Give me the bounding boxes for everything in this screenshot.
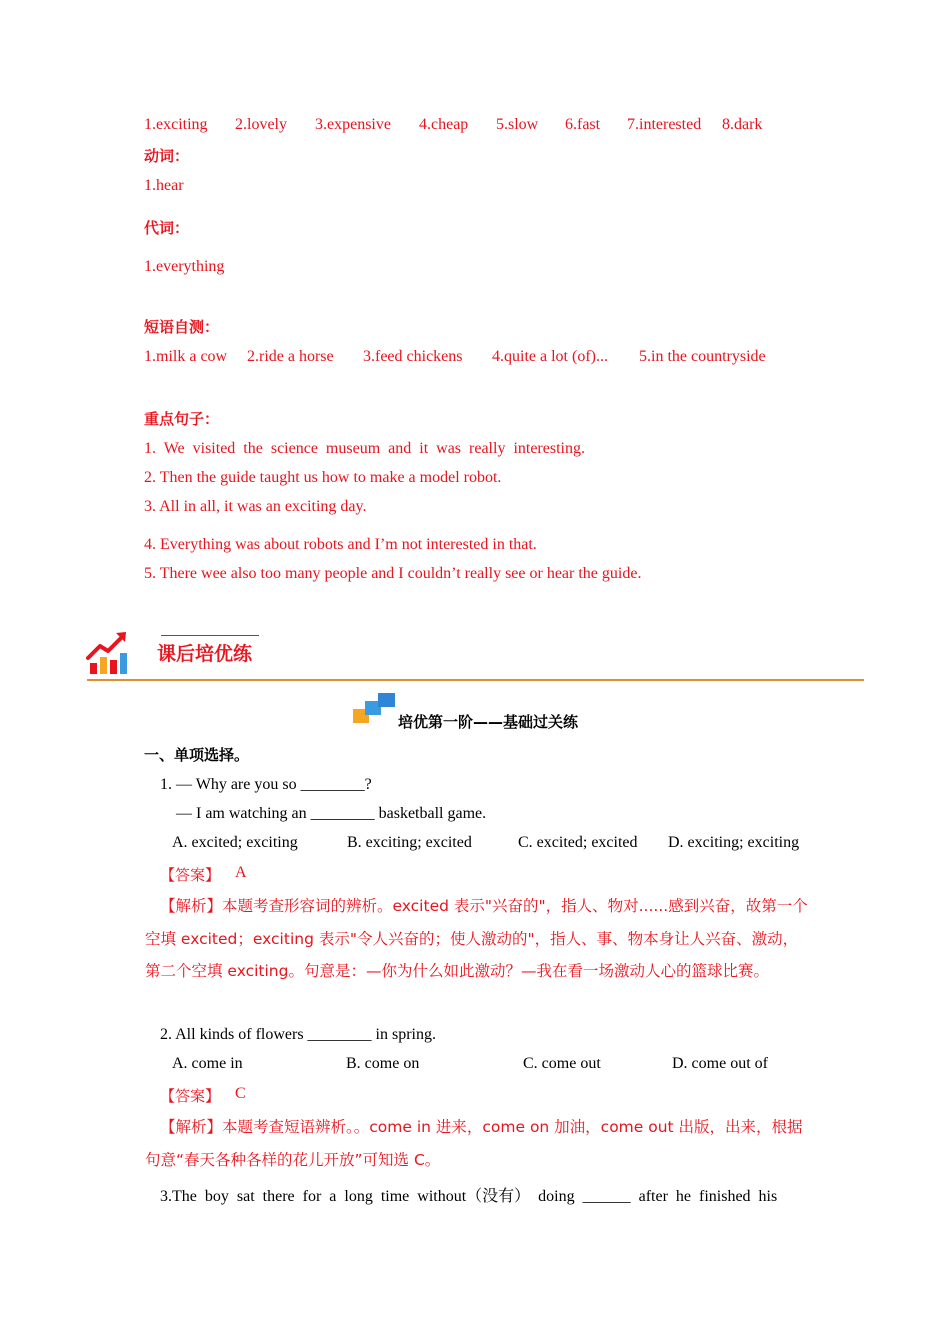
- sentences-heading: 重点句子：: [144, 410, 220, 428]
- answer-analysis: 【解析】本题考查形容词的辨析。excited 表示"兴奋的"，指人、物对......感到兴奋，故第一个空填 excited；exciting 表示"令人兴奋的；使人激动的"，指人、事、物本身让人兴奋、激动，第二个空填 exciting。句意是：—你为什么如此激动？—我在看一场激动人心的篮球比赛。: [145, 897, 808, 980]
- verb-item: 1.hear: [144, 177, 184, 194]
- adjective-item: 6.fast: [565, 116, 601, 133]
- adjective-item: 5.slow: [496, 116, 539, 133]
- adjective-item: 4.cheap: [419, 116, 469, 133]
- adjective-item: 2.lovely: [235, 116, 287, 133]
- question-3-stem: 3.The boy sat there for a long time without（没有） doing ______ after he finished his: [160, 1188, 778, 1205]
- adjective-item: 3.expensive: [315, 116, 391, 133]
- option-a: A. excited; exciting: [172, 834, 298, 851]
- option-d: D. come out of: [672, 1055, 768, 1072]
- adjective-item: 8.dark: [722, 116, 763, 133]
- option-b: B. exciting; excited: [347, 834, 472, 851]
- verbs-heading: 动词：: [144, 147, 190, 165]
- question-stem: 2. All kinds of flowers ________ in spring.: [160, 1026, 436, 1043]
- phrase-item: 2.ride a horse: [247, 348, 334, 365]
- answer-label: 【答案】: [160, 1087, 221, 1105]
- adjective-item: 7.interested: [627, 116, 702, 133]
- option-b: B. come on: [346, 1055, 420, 1072]
- option-c: C. excited; excited: [518, 834, 638, 851]
- sentence-item: 1. We visited the science museum and it was really interesting.: [144, 440, 585, 457]
- answer-value: C: [235, 1085, 246, 1102]
- answer-analysis: 【解析】本题考查短语辨析。。come in 进来，come on 加油，come out 出版，出来，根据句意“春天各种各样的花儿开放”可知选 C。: [145, 1118, 803, 1169]
- steps-icon: [353, 693, 396, 725]
- phrase-item: 4.quite a lot (of)...: [492, 348, 608, 365]
- adjective-item: 1.exciting: [144, 116, 208, 133]
- option-a: A. come in: [172, 1055, 243, 1072]
- pronoun-item: 1.everything: [144, 258, 225, 275]
- part-heading: 一、单项选择。: [144, 746, 250, 764]
- phrase-item: 1.milk a cow: [144, 348, 228, 365]
- section-title: 课后培优练: [157, 643, 253, 665]
- phrase-item: 3.feed chickens: [363, 348, 463, 365]
- sentence-item: 3. All in all, it was an exciting day.: [144, 498, 367, 515]
- sentence-item: 2. Then the guide taught us how to make a model robot.: [144, 469, 502, 486]
- section-subtitle: 培优第一阶——基础过关练: [398, 713, 579, 731]
- question-stem: 1. — Why are you so ________?: [160, 776, 372, 793]
- answer-value: A: [235, 864, 247, 881]
- sentence-item: 5. There wee also too many people and I couldn’t really see or hear the guide.: [144, 565, 642, 582]
- growth-chart-icon: [86, 630, 130, 676]
- phrase-item: 5.in the countryside: [639, 348, 766, 365]
- phrases-heading: 短语自测：: [144, 318, 220, 336]
- section-divider: [87, 679, 864, 681]
- option-d: D. exciting; exciting: [668, 834, 800, 851]
- answer-label: 【答案】: [160, 866, 221, 884]
- question-stem-reply: — I am watching an ________ basketball game.: [176, 805, 487, 822]
- section-title-underline: [161, 635, 259, 636]
- option-c: C. come out: [523, 1055, 601, 1072]
- pronouns-heading: 代词：: [144, 219, 190, 237]
- sentence-item: 4. Everything was about robots and I’m not interested in that.: [144, 536, 537, 553]
